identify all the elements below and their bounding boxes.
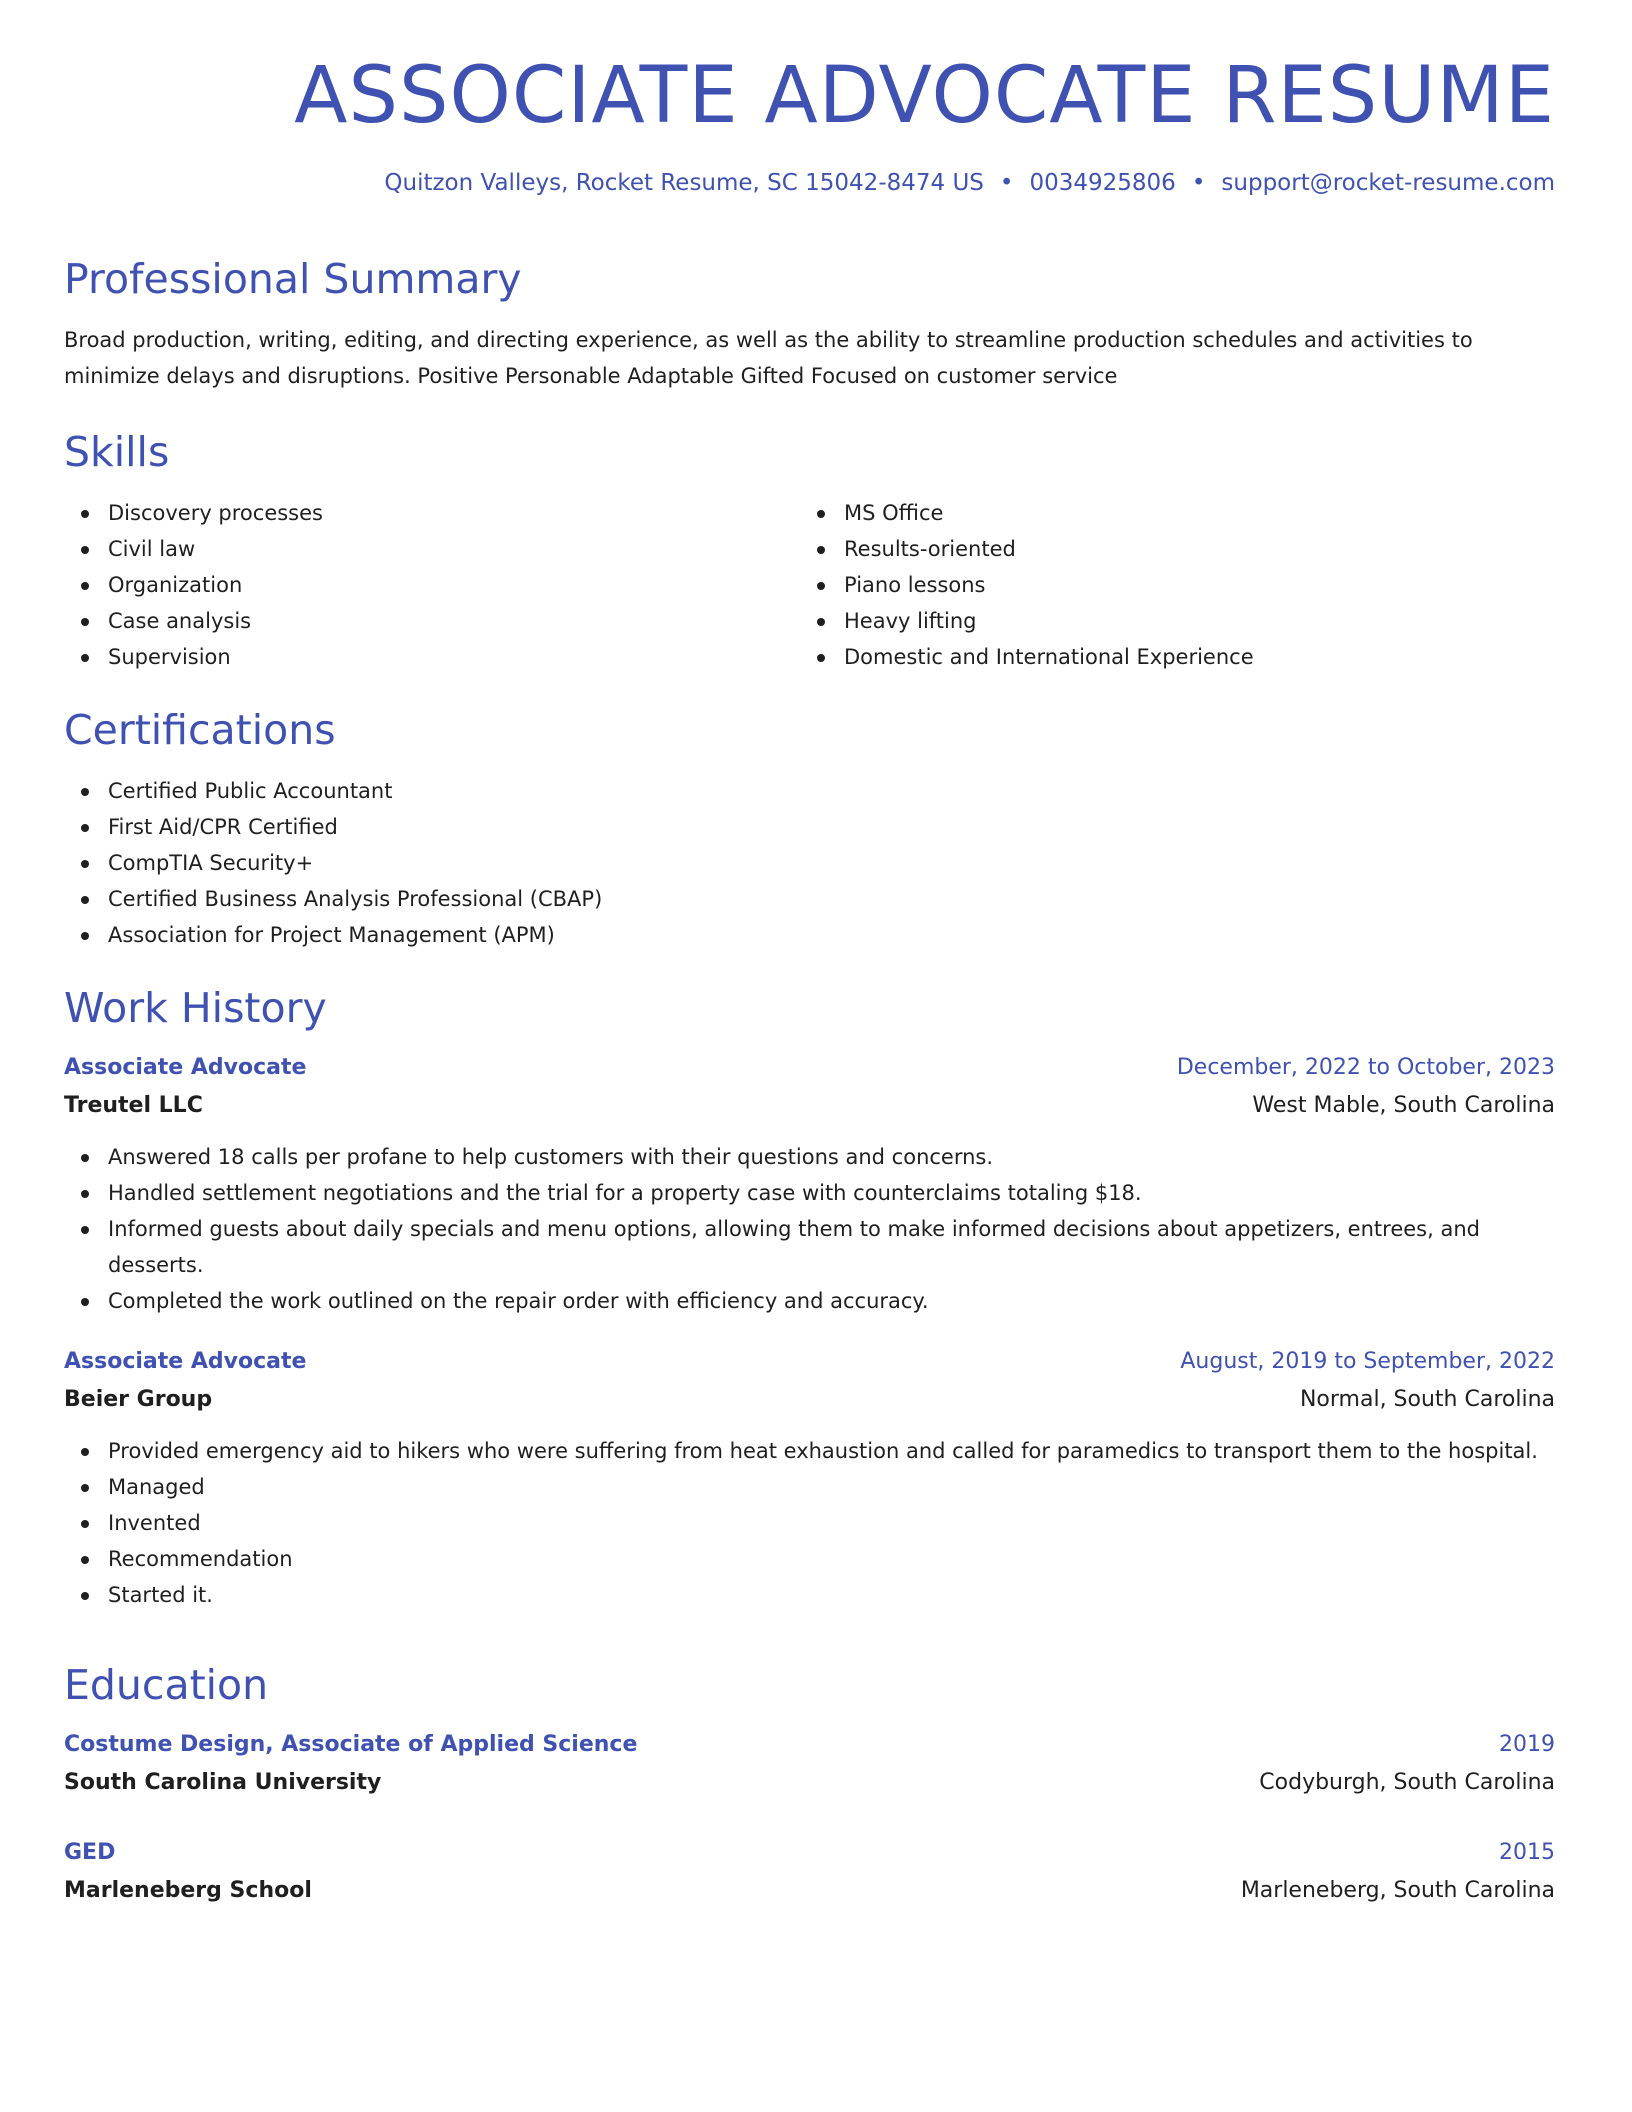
job-bullet: Informed guests about daily specials and menu options, allowing them to make informed decisions about appetizers, entrees, and desserts. [64, 1211, 1555, 1283]
education-heading: Education [64, 1661, 269, 1709]
job-bullet: Managed [64, 1469, 1555, 1505]
job-bullet: Started it. [64, 1577, 1555, 1613]
education-degree: Costume Design, Associate of Applied Science [64, 1732, 638, 1758]
job-title: Associate Advocate [64, 1349, 307, 1375]
job-dates: August, 2019 to September, 2022 [1180, 1349, 1555, 1375]
job-bullet: Recommendation [64, 1541, 1555, 1577]
certification-item: Association for Project Management (APM) [64, 917, 1555, 953]
skills-columns [64, 495, 1555, 675]
skill-item: Results-oriented [800, 531, 1536, 567]
work-history-section [64, 986, 1555, 1613]
job-bullets [64, 1433, 1555, 1613]
skills-heading: Skills [64, 428, 170, 476]
education-degree: GED [64, 1840, 116, 1866]
certification-item: Certified Public Accountant [64, 773, 1555, 809]
education-header-row [64, 1726, 1555, 1764]
skill-item: Civil law [64, 531, 800, 567]
skill-item: Discovery processes [64, 495, 800, 531]
work-history-heading: Work History [64, 984, 327, 1032]
job-entry [64, 1049, 1555, 1319]
job-company: Treutel LLC [64, 1093, 203, 1119]
contact-address: Quitzon Valleys, Rocket Resume, SC 15042-8474 US [384, 169, 984, 196]
education-location: Marleneberg, South Carolina [1240, 1878, 1555, 1904]
contact-line [64, 170, 1555, 198]
education-school-row [64, 1764, 1555, 1802]
job-location: West Mable, South Carolina [1252, 1093, 1555, 1119]
skills-list-left [64, 495, 800, 675]
skill-item: Organization [64, 567, 800, 603]
education-entry [64, 1726, 1555, 1802]
contact-separator: • [1191, 169, 1206, 196]
summary-section [64, 257, 1555, 394]
skill-item: Domestic and International Experience [800, 639, 1536, 675]
job-bullets [64, 1139, 1555, 1319]
job-bullet: Answered 18 calls per profane to help customers with their questions and concerns. [64, 1139, 1555, 1175]
education-year: 2015 [1499, 1840, 1555, 1866]
job-header-row [64, 1049, 1555, 1087]
education-school: Marleneberg School [64, 1878, 312, 1904]
job-dates: December, 2022 to October, 2023 [1176, 1055, 1555, 1081]
education-school-row [64, 1872, 1555, 1910]
summary-text: Broad production, writing, editing, and directing experience, as well as the ability to streamline production schedules and activities to minimize delays and disruptions. Positive Personable Adaptable Gifted Focused on customer service [64, 328, 1473, 389]
resume-page [64, 51, 1555, 1904]
job-location: Normal, South Carolina [1299, 1387, 1555, 1413]
job-title: Associate Advocate [64, 1055, 307, 1081]
certification-item: First Aid/CPR Certified [64, 809, 1555, 845]
contact-separator: • [999, 169, 1014, 196]
skills-list-right [800, 495, 1536, 675]
certifications-list [64, 773, 1555, 953]
job-bullet: Invented [64, 1505, 1555, 1541]
skill-item: Case analysis [64, 603, 800, 639]
skill-item: Piano lessons [800, 567, 1536, 603]
job-bullet: Completed the work outlined on the repair order with efficiency and accuracy. [64, 1283, 1555, 1319]
summary-heading: Professional Summary [64, 255, 522, 303]
certifications-heading: Certifications [64, 706, 336, 754]
certification-item: CompTIA Security+ [64, 845, 1555, 881]
resume-title: ASSOCIATE ADVOCATE RESUME [294, 51, 1555, 141]
certification-item: Certified Business Analysis Professional (CBAP) [64, 881, 1555, 917]
job-company: Beier Group [64, 1387, 213, 1413]
education-school: South Carolina University [64, 1770, 382, 1796]
job-header-row [64, 1343, 1555, 1381]
contact-phone: 0034925806 [1029, 169, 1176, 196]
contact-email: support@rocket-resume.com [1221, 169, 1555, 196]
skill-item: Heavy lifting [800, 603, 1536, 639]
job-company-row [64, 1087, 1555, 1125]
job-company-row [64, 1381, 1555, 1419]
job-bullet: Handled settlement negotiations and the trial for a property case with counterclaims totaling $18. [64, 1175, 1555, 1211]
education-section [64, 1663, 1555, 1910]
skill-item: MS Office [800, 495, 1536, 531]
skill-item: Supervision [64, 639, 800, 675]
education-header-row [64, 1834, 1555, 1872]
education-location: Codyburgh, South Carolina [1259, 1770, 1555, 1796]
skills-section [64, 430, 1555, 675]
certifications-section [64, 708, 1555, 953]
job-entry [64, 1343, 1555, 1613]
education-year: 2019 [1499, 1732, 1555, 1758]
job-bullet: Provided emergency aid to hikers who were suffering from heat exhaustion and called for paramedics to transport them to the hospital. [64, 1433, 1555, 1469]
education-entry [64, 1834, 1555, 1910]
